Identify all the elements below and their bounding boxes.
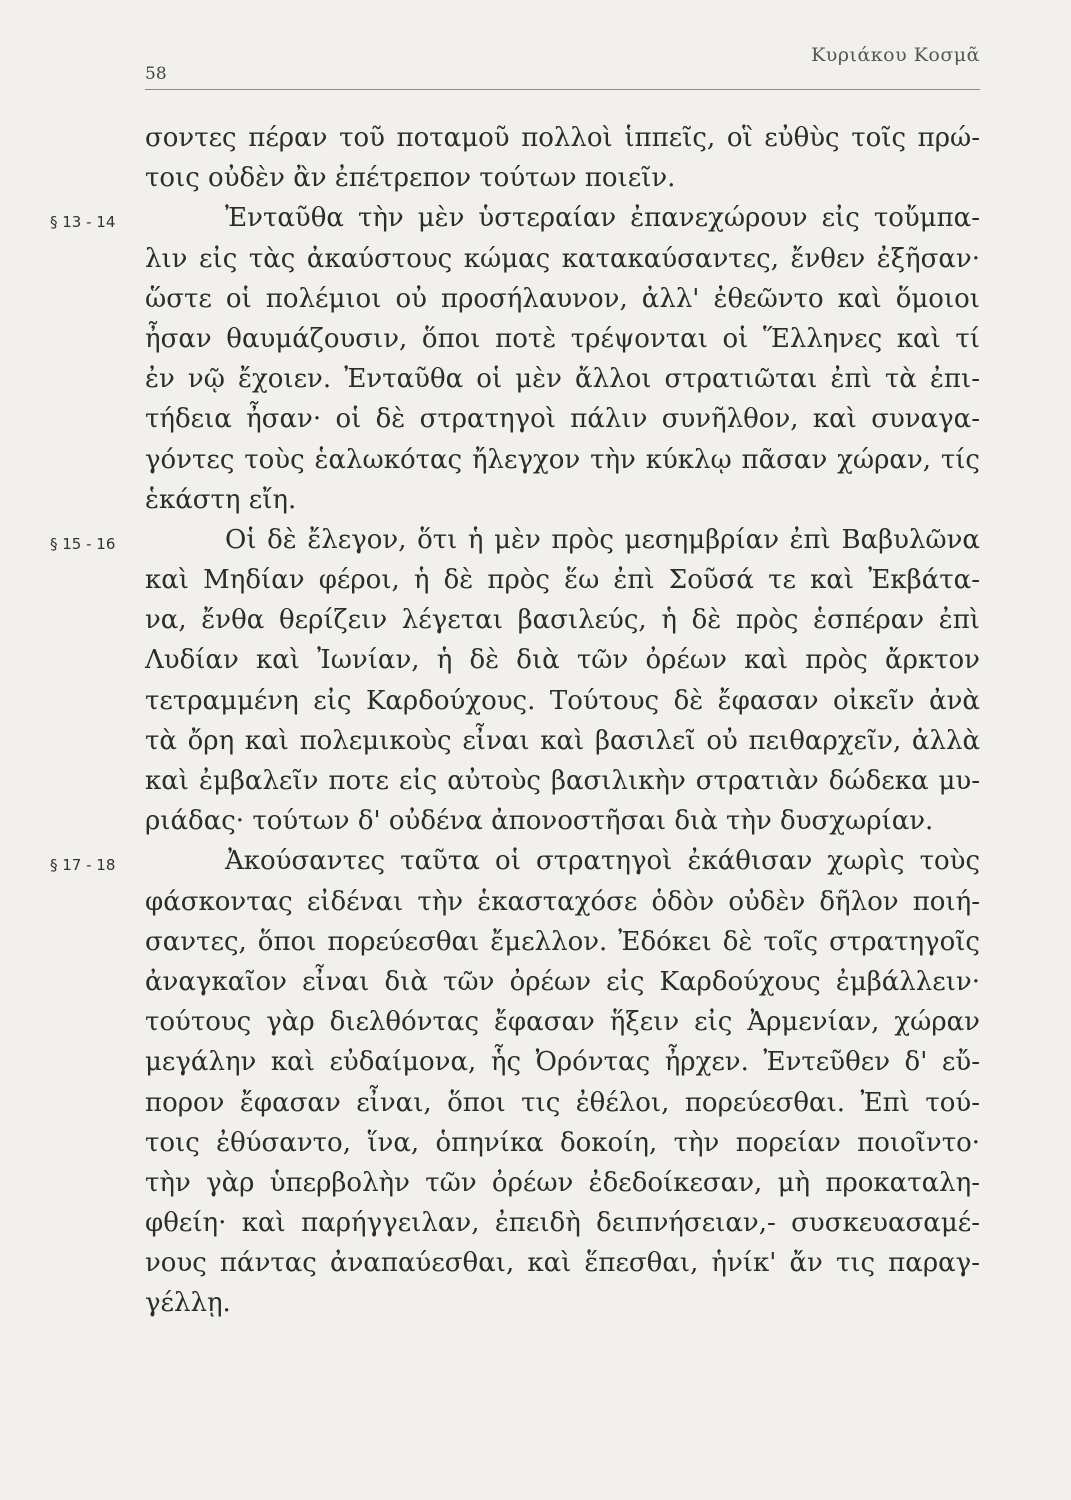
text-line: [145, 640, 980, 680]
line-text: τὰ ὄρη καὶ πολεμικοὺς εἶναι καὶ βασιλεῖ οὐ πειθαρχεῖν, ἀλλὰ: [145, 725, 980, 756]
text-line: [145, 239, 980, 279]
text-line: [145, 1163, 980, 1203]
text-line: [145, 1042, 980, 1082]
text-line: [145, 359, 980, 399]
line-text: ἦσαν θαυμάζουσιν, ὅποι ποτὲ τρέψονται οἱ Ἕλληνες καὶ τί: [145, 323, 980, 354]
line-text: τετραμμένη εἰς Καρδούχους. Τούτους δὲ ἔφασαν οἰκεῖν ἀνὰ: [145, 685, 980, 716]
text-line: [145, 118, 980, 158]
text-line: [145, 882, 980, 922]
line-text: σοντες πέραν τοῦ ποταμοῦ πολλοὶ ἱππεῖς, οἳ εὐθὺς τοῖς πρώ-: [145, 123, 980, 153]
text-line: [50, 198, 980, 238]
text-line: [145, 480, 980, 520]
line-text: γόντες τοὺς ἑαλωκότας ἤλεγχον τὴν κύκλῳ πᾶσαν χώραν, τίς: [145, 444, 980, 475]
line-text: πορον ἔφασαν εἶναι, ὅποι τις ἐθέλοι, πορεύεσθαι. Ἐπὶ τού-: [145, 1087, 980, 1118]
text-line: [145, 158, 980, 198]
text-line: [50, 520, 980, 560]
section-marker: § 17 - 18: [50, 856, 116, 875]
line-text: καὶ Μηδίαν φέροι, ἡ δὲ πρὸς ἕω ἐπὶ Σοῦσά τε καὶ Ἐκβάτα-: [145, 565, 980, 596]
line-text: Ἀκούσαντες ταῦτα οἱ στρατηγοὶ ἐκάθισαν χωρὶς τοὺς: [225, 846, 980, 877]
text-line: [145, 560, 980, 600]
line-text: μεγάλην καὶ εὐδαίμονα, ἧς Ὀρόντας ἦρχεν. Ἐντεῦθεν δ' εὔ-: [145, 1047, 980, 1078]
text-line: [145, 1283, 980, 1323]
page-number: 58: [145, 64, 167, 84]
text-line: [145, 721, 980, 761]
line-text: Οἱ δὲ ἔλεγον, ὅτι ἡ μὲν πρὸς μεσημβρίαν ἐπὶ Βαβυλῶνα: [225, 524, 980, 555]
line-text: φάσκοντας εἰδέναι τὴν ἑκασταχόσε ὁδὸν οὐδὲν δῆλον ποιή-: [145, 886, 980, 917]
text-line: [145, 1203, 980, 1243]
line-text: λιν εἰς τὰς ἀκαύστους κώμας κατακαύσαντες, ἔνθεν ἐξῆσαν·: [145, 243, 980, 274]
line-text: τοις οὐδὲν ἂν ἐπέτρεπον τούτων ποιεῖν.: [145, 163, 676, 194]
line-text: τοις ἐθύσαντο, ἵνα, ὁπηνίκα δοκοίη, τὴν πορείαν ποιοῖντο·: [145, 1127, 980, 1158]
line-text: καὶ ἐμβαλεῖν ποτε εἰς αὐτοὺς βασιλικὴν στρατιὰν δώδεκα μυ-: [145, 766, 980, 796]
text-line: [145, 440, 980, 480]
text-line: [145, 1243, 980, 1283]
line-text: ἀναγκαῖον εἶναι διὰ τῶν ὀρέων εἰς Καρδούχους ἐμβάλλειν·: [145, 966, 980, 997]
line-text: Λυδίαν καὶ Ἰωνίαν, ἡ δὲ διὰ τῶν ὀρέων καὶ πρὸς ἄρκτον: [145, 645, 980, 676]
line-text: τὴν γὰρ ὑπερβολὴν τῶν ὀρέων ἐδεδοίκεσαν, μὴ προκαταλη-: [145, 1167, 980, 1198]
text-line: [50, 841, 980, 881]
line-text: ἑκάστη εἴη.: [145, 484, 297, 515]
body-text: [50, 118, 980, 1324]
section-marker: § 13 - 14: [50, 213, 116, 232]
text-line: [145, 399, 980, 439]
line-text: νους πάντας ἀναπαύεσθαι, καὶ ἕπεσθαι, ἡνίκ' ἄν τις παραγ-: [145, 1248, 980, 1279]
line-text: ὥστε οἱ πολέμιοι οὐ προσήλαυνον, ἀλλ' ἐθεῶντο καὶ ὅμοιοι: [145, 283, 980, 314]
text-line: [145, 319, 980, 359]
section-marker: § 15 - 16: [50, 534, 116, 553]
text-line: [145, 1002, 980, 1042]
text-line: [145, 279, 980, 319]
line-text: να, ἔνθα θερίζειν λέγεται βασιλεύς, ἡ δὲ πρὸς ἑσπέραν ἐπὶ: [145, 605, 980, 636]
text-line: [145, 761, 980, 801]
line-text: Ἐνταῦθα τὴν μὲν ὑστεραίαν ἐπανεχώρουν εἰς τοὔμπα-: [225, 203, 980, 234]
line-text: ριάδας· τούτων δ' οὐδένα ἀπονοστῆσαι διὰ τὴν δυσχωρίαν.: [145, 806, 934, 837]
text-line: [145, 1123, 980, 1163]
line-text: τήδεια ἦσαν· οἱ δὲ στρατηγοὶ πάλιν συνῆλθον, καὶ συναγα-: [145, 404, 980, 435]
page-header: [145, 40, 980, 92]
line-text: γέλλῃ.: [145, 1288, 231, 1319]
text-line: [145, 681, 980, 721]
text-line: [145, 962, 980, 1002]
line-text: ἐν νῷ ἔχοιεν. Ἐνταῦθα οἱ μὲν ἄλλοι στρατιῶται ἐπὶ τὰ ἐπι-: [145, 364, 980, 395]
running-head: Κυριάκου Κοσμᾶ: [811, 44, 980, 66]
text-line: [145, 600, 980, 640]
line-text: σαντες, ὅποι πορεύεσθαι ἔμελλον. Ἐδόκει δὲ τοῖς στρατηγοῖς: [145, 926, 980, 957]
line-text: τούτους γὰρ διελθόντας ἔφασαν ἥξειν εἰς Ἀρμενίαν, χώραν: [145, 1007, 980, 1038]
header-rule: [145, 89, 980, 90]
text-line: [145, 801, 980, 841]
line-text: φθείη· καὶ παρήγγειλαν, ἐπειδὴ δειπνήσειαν,- συσκευασαμέ-: [145, 1208, 980, 1239]
text-line: [145, 922, 980, 962]
text-line: [145, 1083, 980, 1123]
